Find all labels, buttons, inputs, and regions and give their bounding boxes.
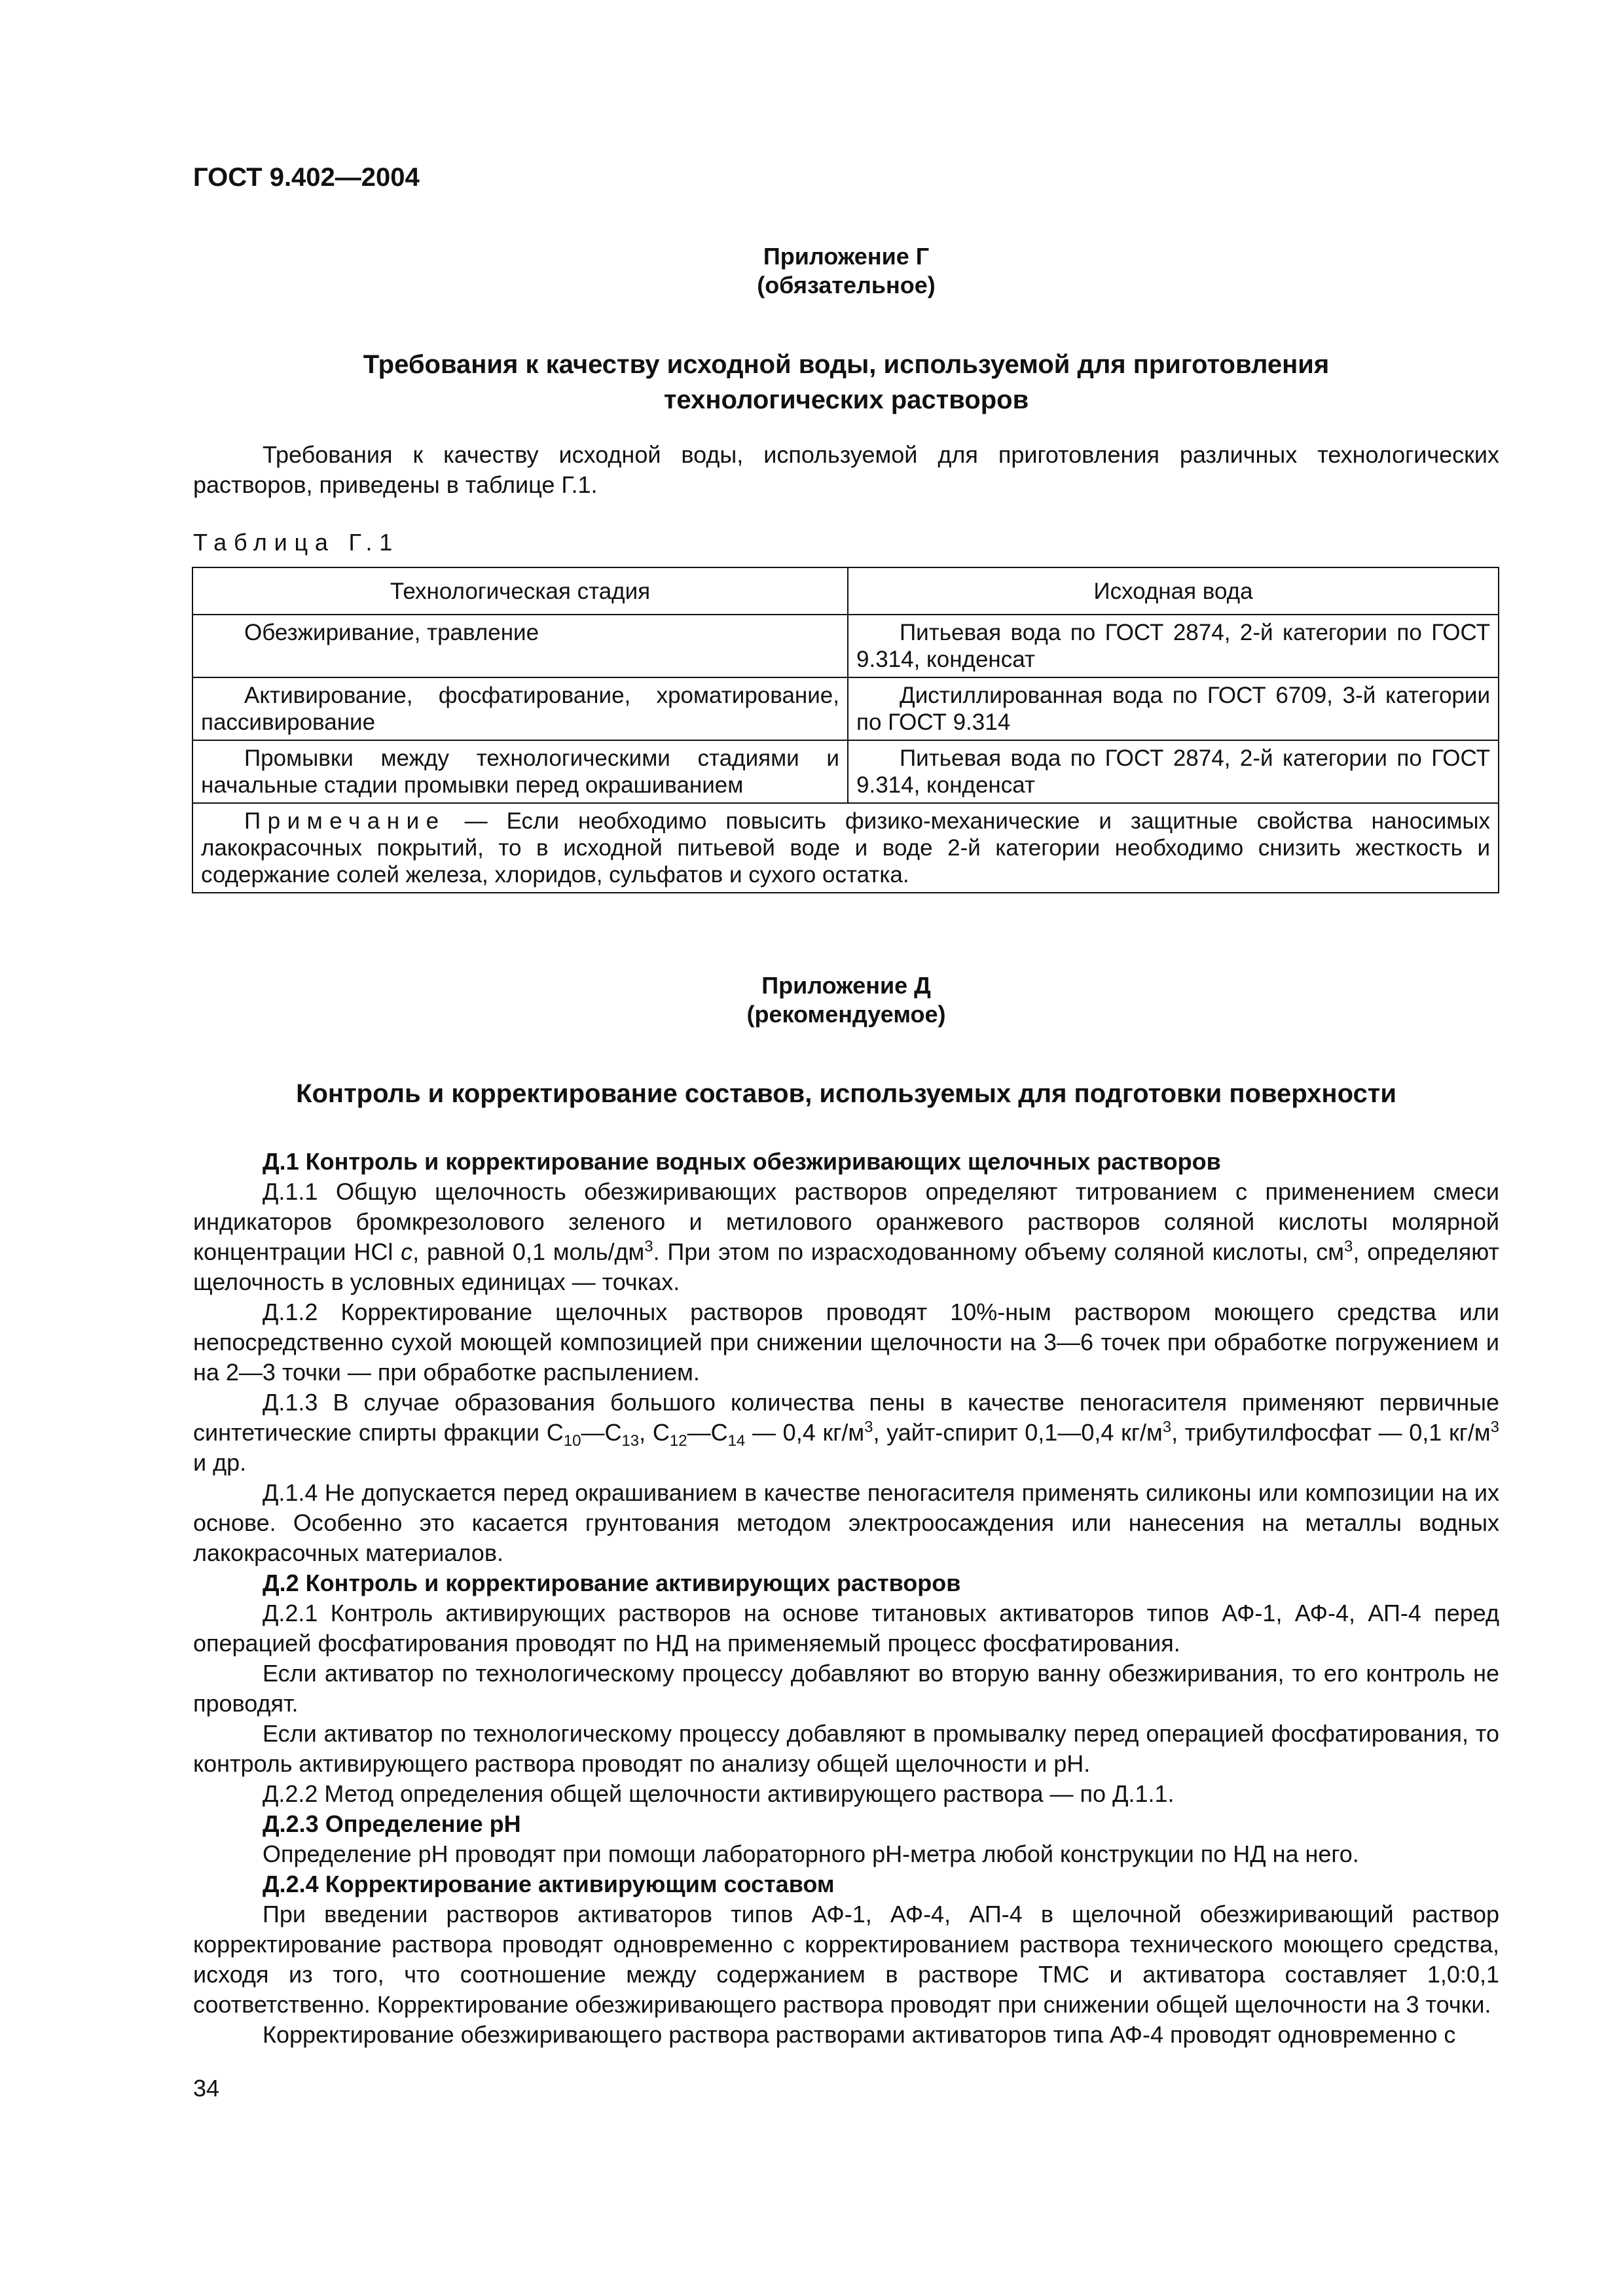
section-d2-heading: Д.2 Контроль и корректирование активирующих растворов <box>263 1570 961 1596</box>
text-run: Д.1.1 Общую щелочность обезжиривающих растворов определяют титрованием с применением смеси индикаторов бромкрезолового зеленого и метилового оранжевого растворов соляной кислоты молярной концентрации HCl <box>193 1178 1499 1265</box>
water-text: Дистиллированная вода по ГОСТ 6709, 3-й категории по ГОСТ 9.314 <box>856 683 1490 735</box>
appendix-d-label: Приложение Д <box>761 972 931 999</box>
appendix-g-intro: Требования к качеству исходной воды, используемой для приготовления различных технологических растворов, приведены в таблице Г.1. <box>193 441 1499 498</box>
paragraph-d222: Д.2.2 Метод определения общей щелочности активирующего раствора — по Д.1.1. <box>263 1780 1175 1807</box>
paragraph-d113 <box>193 1388 1499 1478</box>
paragraph-d223: Определение рН проводят при помощи лабораторного рН-метра любой конструкции по НД на него. <box>263 1840 1359 1867</box>
section-d1-heading: Д.1 Контроль и корректирование водных обезжиривающих щелочных растворов <box>263 1148 1221 1175</box>
section-d224-heading: Д.2.4 Корректирование активирующим составом <box>263 1871 835 1897</box>
table-row <box>192 677 1499 740</box>
water-text: Питьевая вода по ГОСТ 2874, 2-й категории по ГОСТ 9.314, конденсат <box>856 745 1490 798</box>
paragraph-d111 <box>193 1177 1499 1297</box>
table-cell-water <box>848 740 1499 803</box>
text-run: , уайт-спирит 0,1—0,4 кг/м <box>873 1419 1163 1446</box>
table-note-row <box>192 803 1499 893</box>
paragraph-d112: Д.1.2 Корректирование щелочных растворов проводят 10%-ным раствором моющего средства или непосредственно сухой моющей композицией при снижении щелочности на 3—6 точек при обработке погружением и на 2—3 точки — при обработке распылением. <box>193 1299 1499 1386</box>
text-run: — 0,4 кг/м <box>745 1419 865 1446</box>
table-note <box>192 803 1499 893</box>
appendix-d-status: (рекомендуемое) <box>746 1001 946 1028</box>
stage-text: Промывки между технологическими стадиями и начальные стадии промывки перед окрашиванием <box>201 745 839 798</box>
water-quality-table <box>192 567 1499 893</box>
table-row <box>192 740 1499 803</box>
stage-text: Обезжиривание, травление <box>244 620 539 645</box>
table-cell-stage <box>192 615 848 677</box>
note-text: — Если необходимо повысить физико-механические и защитные свойства наносимых лакокрасочных покрытий, то в исходной питьевой воде и воде 2-й категории необходимо снизить жесткость и содержание солей железа, хлоридов, сульфатов и сухого остатка. <box>201 808 1490 888</box>
table-cell-water <box>848 615 1499 677</box>
table-label: Таблица Г.1 <box>193 529 400 556</box>
superscript: 3 <box>864 1418 873 1436</box>
table-header-water: Исходная вода <box>848 567 1499 615</box>
document-code: ГОСТ 9.402—2004 <box>193 163 420 192</box>
text-run: —С <box>581 1419 622 1446</box>
text-run: , трибутилфосфат — 0,1 кг/м <box>1171 1419 1491 1446</box>
subscript: 13 <box>621 1432 640 1450</box>
text-run: —С <box>687 1419 728 1446</box>
appendix-g-title-line1: Требования к качеству исходной воды, используемой для приготовления <box>363 350 1330 379</box>
paragraph-d221-3: Если активатор по технологическому процессу добавляют в промывалку перед операцией фосфатирования, то контроль активирующего раствора проводят по анализу общей щелочности и рН. <box>193 1720 1499 1777</box>
appendix-d-body <box>193 1147 1499 2050</box>
text-run: , определяют щелочность в условных единицах — точках. <box>193 1238 1500 1295</box>
page-number: 34 <box>193 2075 220 2102</box>
table-header-row <box>192 567 1499 615</box>
appendix-g-status: (обязательное) <box>757 272 936 298</box>
table-header-stage: Технологическая стадия <box>192 567 848 615</box>
subscript: 10 <box>563 1432 581 1450</box>
appendix-g-label: Приложение Г <box>763 243 930 270</box>
superscript: 3 <box>644 1238 653 1255</box>
superscript: 3 <box>1162 1418 1172 1436</box>
stage-text: Активирование, фосфатирование, хроматирование, пассивирование <box>201 683 839 735</box>
appendix-g-title-line2: технологических растворов <box>663 386 1029 414</box>
subscript: 12 <box>669 1432 687 1450</box>
paragraph-d221-2: Если активатор по технологическому процессу добавляют во вторую ванну обезжиривания, то его контроль не проводят. <box>193 1660 1499 1717</box>
text-run: c <box>401 1238 413 1265</box>
paragraph-d224: При введении растворов активаторов типов АФ-1, АФ-4, АП-4 в щелочной обезжиривающий раствор корректирование раствора проводят одновременно с корректированием раствора технического моющего средства, исходя из того, что соотношение между содержанием в растворе ТМС и активатора составляет 1,0:0,1 соответственно. Корректирование обезжиривающего раствора проводят при снижении общей щелочности на 3 точки. <box>193 1901 1499 2018</box>
paragraph-d224-2: Корректирование обезжиривающего раствора растворами активаторов типа АФ-4 проводят одновременно с <box>263 2021 1456 2048</box>
table-cell-water <box>848 677 1499 740</box>
paragraph-d221: Д.2.1 Контроль активирующих растворов на основе титановых активаторов типов АФ-1, АФ-4, АП-4 перед операцией фосфатирования проводят по НД на применяемый процесс фосфатирования. <box>193 1600 1499 1657</box>
superscript: 3 <box>1344 1238 1353 1255</box>
note-label: Примечание <box>244 808 446 834</box>
text-run: . При этом по израсходованному объему соляной кислоты, см <box>653 1238 1345 1265</box>
paragraph-d114: Д.1.4 Не допускается перед окрашиванием в качестве пеногасителя применять силиконы или композиции на их основе. Особенно это касается грунтования методом электроосаждения или нанесения на металлы водных лакокрасочных материалов. <box>193 1479 1499 1566</box>
appendix-d-title: Контроль и корректирование составов, используемых для подготовки поверхности <box>296 1079 1396 1108</box>
section-d223-heading: Д.2.3 Определение рН <box>263 1810 521 1837</box>
water-text: Питьевая вода по ГОСТ 2874, 2-й категории по ГОСТ 9.314, конденсат <box>856 620 1490 672</box>
text-run: , С <box>639 1419 670 1446</box>
superscript: 3 <box>1490 1418 1500 1436</box>
text-run: Д.1.3 В случае образования большого количества пены в качестве пеногасителя применяют первичные синтетические спирты фракции С <box>193 1389 1499 1446</box>
table-row <box>192 615 1499 677</box>
table-cell-stage <box>192 677 848 740</box>
subscript: 14 <box>727 1432 746 1450</box>
text-run: , равной 0,1 моль/дм <box>412 1238 645 1265</box>
table-cell-stage <box>192 740 848 803</box>
text-run: и др. <box>193 1449 247 1476</box>
